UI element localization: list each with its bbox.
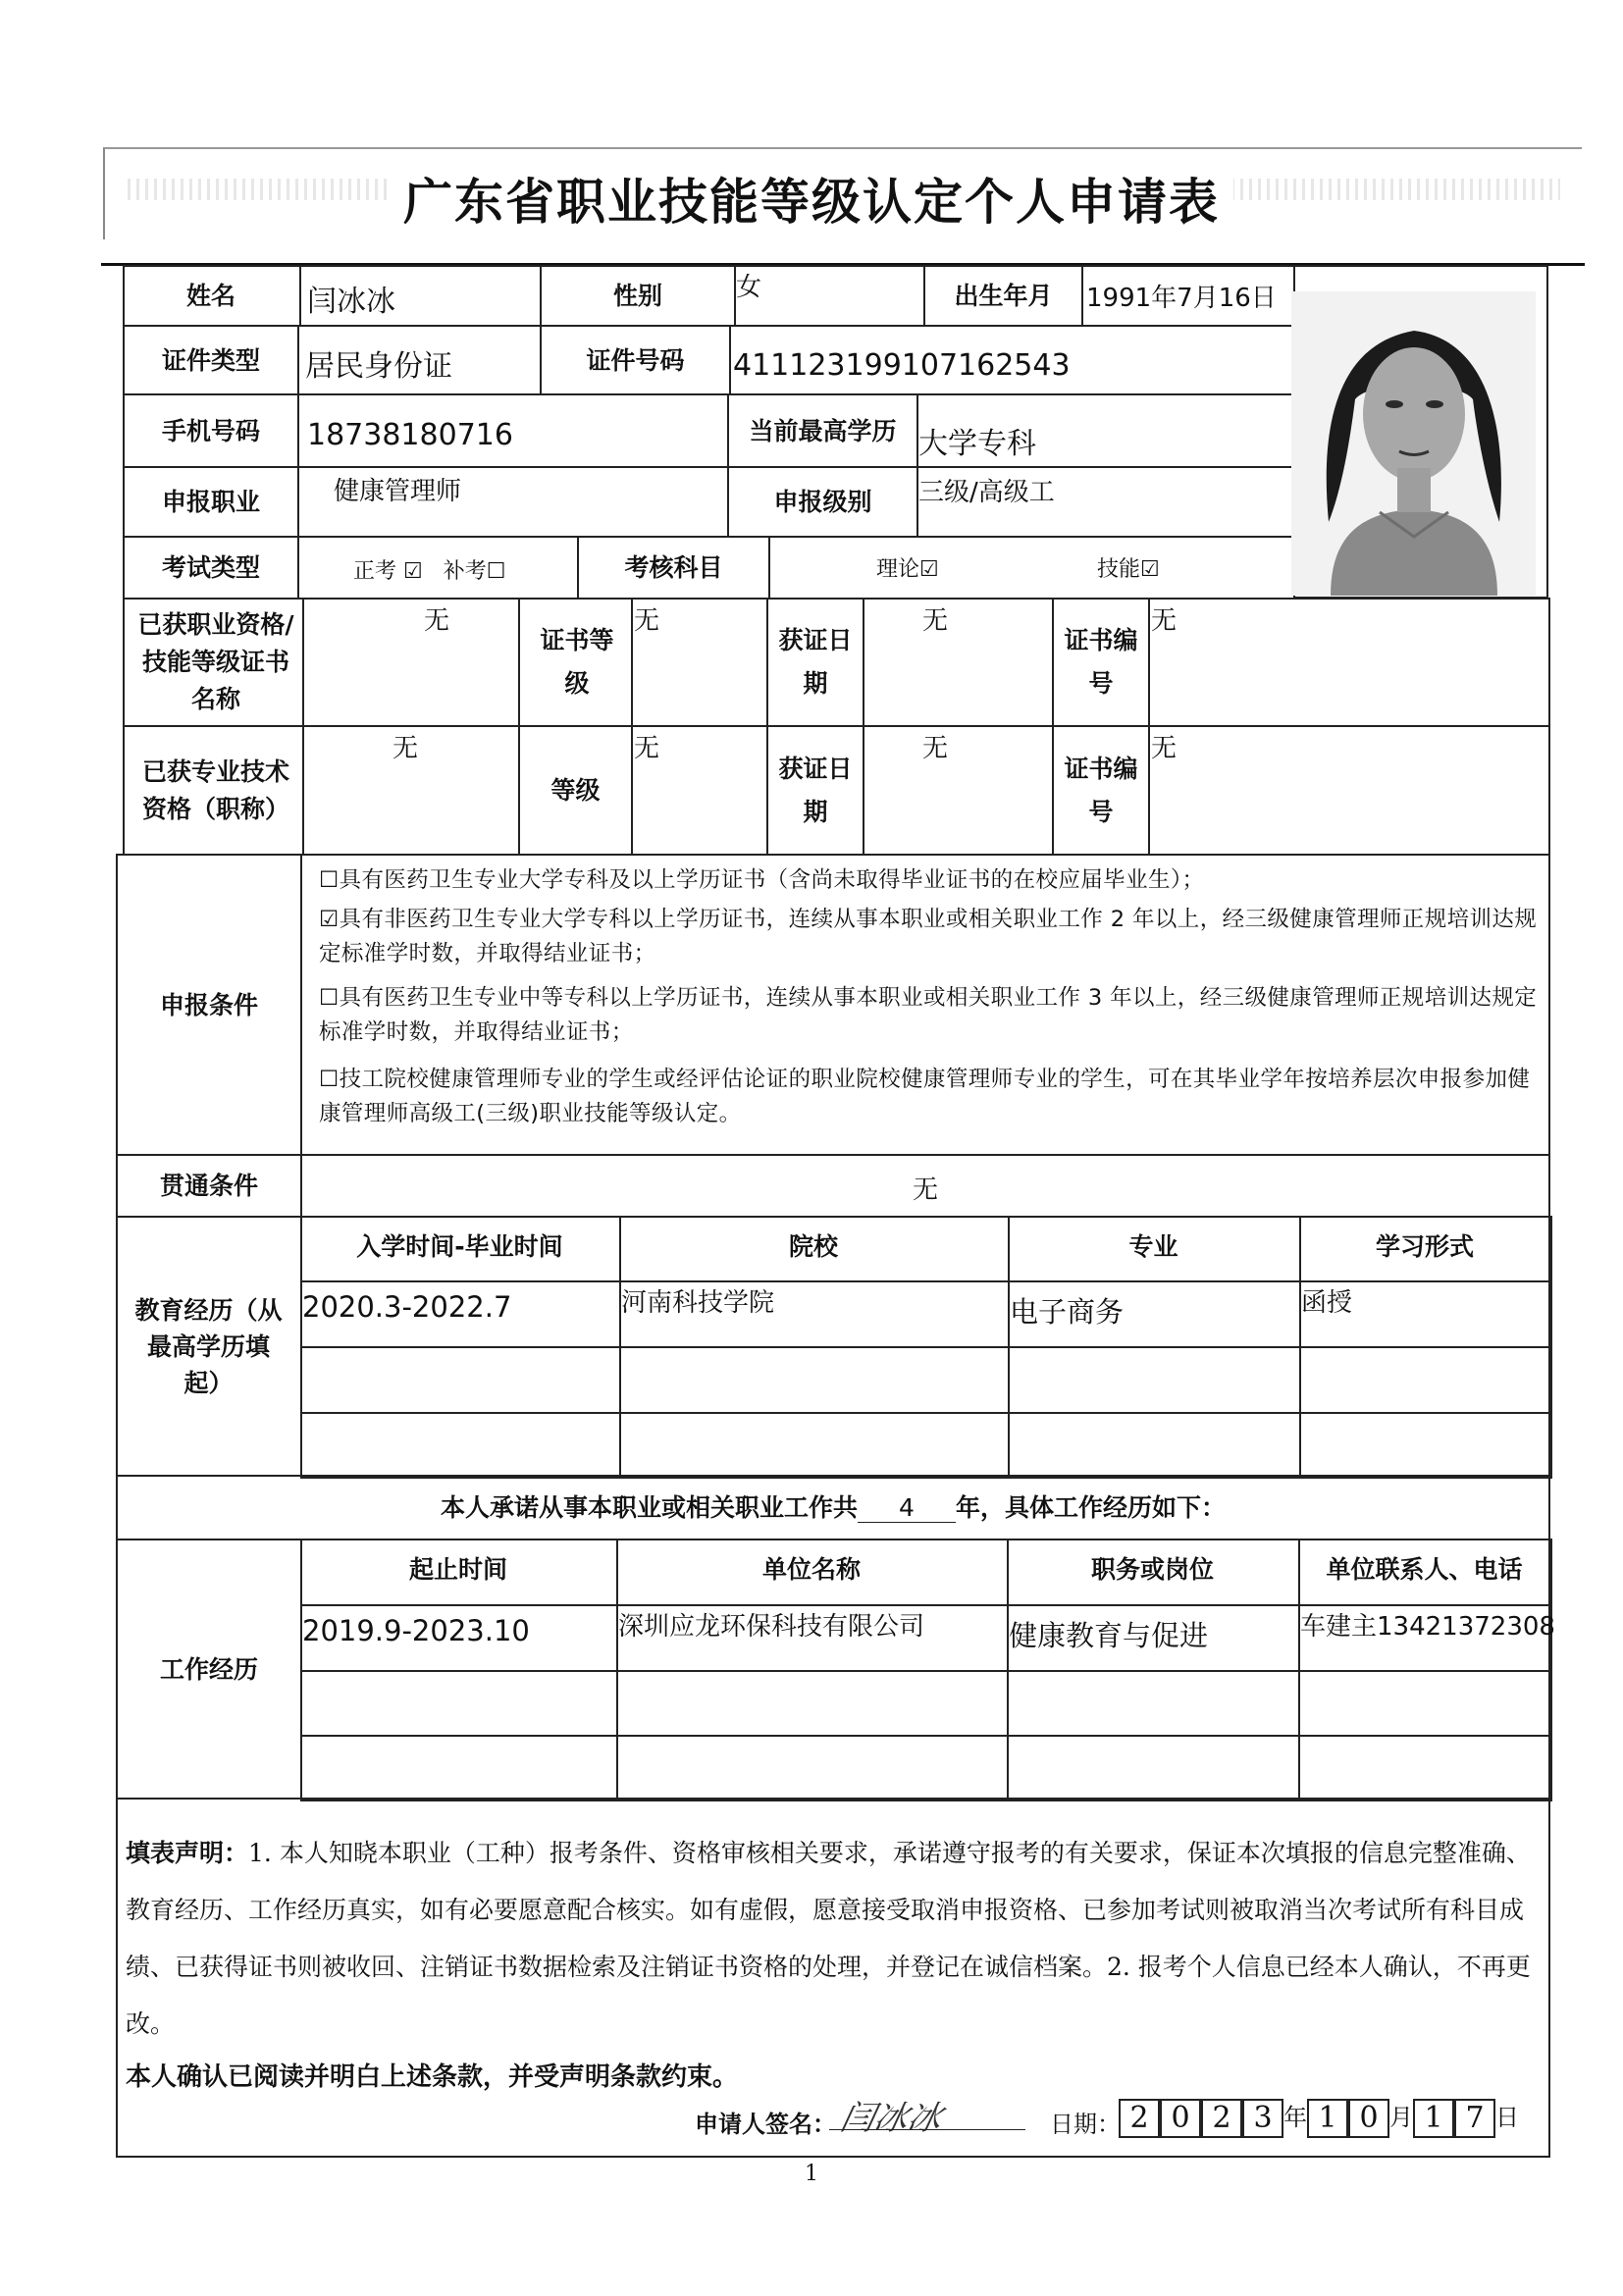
work-pledge-prefix: 本人承诺从事本职业或相关职业工作共 [440,1493,858,1522]
birth-label: 出生年月 [954,282,1053,310]
exam-type-label: 考试类型 [161,553,260,582]
work-cell [616,1670,1009,1737]
education-cell [619,1346,1010,1414]
regular-exam-checkbox[interactable]: ☑ [403,559,423,584]
theory-checkbox[interactable]: ☑ [919,557,939,582]
signature-field[interactable]: 闫冰冰 [837,2099,946,2138]
gender-field[interactable]: 女 [736,273,762,302]
work-value[interactable]: 深圳应龙环保科技有限公司 [618,1612,925,1642]
declaration-text [126,1825,1548,2053]
tech-date-field[interactable]: 无 [922,734,949,763]
tech-label: 已获专业技术资格（职称） [141,757,289,823]
cert-level-field[interactable]: 无 [634,606,660,636]
date-digit-group [1119,2098,1519,2138]
qual-value-cell [302,598,520,727]
gender-label: 性别 [612,282,662,310]
id-number-field[interactable]: 411123199107162543 [733,348,1071,383]
transfer-field[interactable]: 无 [913,1175,939,1205]
condition-item-1[interactable]: ☐具有医药卫生专业大学专科及以上学历证书（含尚未取得毕业证书的在校应届毕业生）； [319,867,1205,893]
conditions-label: 申报条件 [159,990,258,1019]
declaration-confirm: 本人确认已阅读并明白上述条款，并受声明条款约束。 [126,2062,739,2092]
work-cell [1298,1735,1552,1801]
cert-no-value-cell [1148,598,1550,727]
birth-field[interactable]: 1991年7月16日 [1086,284,1277,313]
id-type-field[interactable]: 居民身份证 [305,349,452,384]
declaration-body: 1. 本人知晓本职业（工种）报考条件、资格审核相关要求，承诺遵守报考的有关要求，保证本次填报的信息完整准确、教育经历、工作经历真实，如有必要愿意配合核实。如有虚假，愿意接受取消申报资格、已参加考试则被取消当次考试所有科目成绩、已获得证书则被收回、注销证书数据检索及注销证书资格的处理，并登记在诚信档案。2. 报考个人信息已经本人确认，不再更改。 [126,1839,1531,2038]
education-cell [300,1346,621,1414]
applicant-photo [1291,291,1536,596]
education-value[interactable]: 河南科技学院 [621,1288,775,1318]
cert-date-field[interactable]: 无 [922,606,949,636]
cert-level-label: 证书等级 [540,626,614,698]
date-month-digit[interactable]: 1 [1307,2099,1348,2138]
tech-date-value-cell [863,725,1054,856]
work-column-header: 单位联系人、电话 [1326,1555,1523,1584]
work-cell [300,1670,618,1737]
work-value[interactable]: 2019.9-2023.10 [302,1614,530,1647]
education-value[interactable]: 2020.3-2022.7 [302,1290,512,1324]
work-cell [300,1735,618,1801]
education-cell [1008,1346,1301,1414]
skill-option [1097,552,1160,583]
theory-option [876,552,939,583]
tech-no-label: 证书编号 [1064,754,1138,826]
subject-value-cell [768,536,1295,600]
id-number-label: 证件号码 [586,345,685,375]
declaration-heading: 填表声明： [126,1839,249,1867]
theory-label: 理论 [876,557,920,582]
page-number: 1 [805,2162,818,2186]
education-history-label: 教育经历（从最高学历填起） [134,1295,283,1397]
id-type-label: 证件类型 [161,345,260,375]
tech-no-field[interactable]: 无 [1151,734,1178,763]
date-year-digit[interactable]: 2 [1119,2099,1160,2138]
education-value[interactable]: 电子商务 [1010,1295,1125,1329]
tech-date-label: 获证日期 [778,754,853,826]
name-label: 姓名 [185,282,236,310]
phone-label: 手机号码 [161,416,260,445]
skill-checkbox[interactable]: ☑ [1140,557,1160,582]
education-column-header: 专业 [1128,1232,1178,1261]
education-column-header: 入学时间-毕业时间 [356,1232,563,1261]
skill-label: 技能 [1097,557,1141,582]
work-cell [1007,1670,1300,1737]
date-label-text: 日期： [1050,2111,1121,2138]
work-cell [616,1735,1009,1801]
qual-name-field[interactable]: 无 [424,606,450,636]
page-title: 广东省职业技能等级认定个人申请表 [0,163,1623,234]
occupation-field[interactable]: 健康管理师 [334,477,462,506]
work-pledge [116,1488,1550,1524]
condition-item-3[interactable]: ☐具有医药卫生专业中等专科以上学历证书，连续从事本职业或相关职业工作 3 年以上，经三级健康管理师正规培训达规定标准学时数，并取得结业证书； [319,985,1538,1045]
name-field[interactable]: 闫冰冰 [307,285,395,319]
date-year-digit[interactable]: 0 [1160,2099,1201,2138]
education-cell [1299,1412,1552,1479]
education-value[interactable]: 函授 [1301,1288,1353,1318]
phone-field[interactable]: 18738180716 [307,418,513,452]
work-value[interactable]: 车建主13421372308 [1300,1612,1555,1642]
work-cell [1298,1670,1552,1737]
date-day-digit[interactable]: 7 [1454,2099,1495,2138]
education-label: 当前最高学历 [749,416,897,445]
date-year-digit[interactable]: 2 [1201,2099,1242,2138]
occupation-label: 申报职业 [161,488,260,516]
date-year-digit[interactable]: 3 [1242,2099,1283,2138]
portrait-image [1291,291,1536,596]
cert-no-field[interactable]: 无 [1151,606,1178,636]
work-years-field[interactable]: 4 [858,1493,956,1523]
education-column-header: 学习形式 [1375,1232,1474,1261]
gender-value-cell [734,265,925,327]
year-char: 年 [1283,2104,1307,2131]
work-history-label: 工作经历 [159,1654,258,1684]
tech-no-value-cell [1148,725,1550,856]
education-cell [1299,1346,1552,1414]
education-cell [1008,1412,1301,1479]
cert-no-label: 证书编号 [1064,626,1138,698]
work-column-header: 职务或岗位 [1090,1555,1214,1584]
education-cell [300,1412,621,1479]
level-field[interactable]: 三级/高级工 [918,478,1055,507]
tech-name-field[interactable]: 无 [393,734,419,763]
work-column-header: 起止时间 [408,1555,507,1584]
work-value[interactable]: 健康教育与促进 [1009,1619,1209,1652]
makeup-exam-checkbox[interactable]: ☐ [486,559,506,584]
tech-level-label: 等级 [550,776,601,805]
month-char: 月 [1389,2104,1413,2131]
exam-type-options [353,554,506,585]
education-field[interactable]: 大学专科 [918,427,1036,461]
signature-line [829,2129,1025,2130]
date-day-digit[interactable]: 1 [1413,2099,1454,2138]
condition-item-2[interactable]: ☑具有非医药卫生专业大学专科以上学历证书，连续从事本职业或相关职业工作 2 年以上，经三级健康管理师正规培训达规定标准学时数，并取得结业证书； [319,907,1538,966]
condition-item-4[interactable]: ☐技工院校健康管理师专业的学生或经评估论证的职业院校健康管理师专业的学生，可在其毕业学年按培养层次申报参加健康管理师高级工(三级)职业技能等级认定。 [319,1067,1531,1126]
tech-level-field[interactable]: 无 [634,734,660,763]
work-column-header: 单位名称 [761,1555,861,1584]
level-label: 申报级别 [773,488,872,516]
qual-label: 已获职业资格/技能等级证书名称 [137,610,294,713]
education-cell [619,1412,1010,1479]
date-label: 获证日期 [778,626,853,698]
subject-label: 考核科目 [624,553,723,582]
date-month-digit[interactable]: 0 [1348,2099,1389,2138]
transfer-label: 贯通条件 [159,1172,258,1200]
date-value-cell [863,598,1054,727]
regular-exam-label: 正考 [353,559,397,584]
day-char: 日 [1495,2104,1519,2131]
work-cell [1007,1735,1300,1801]
sign-label: 申请人签名： [695,2111,836,2138]
work-pledge-suffix: 年，具体工作经历如下： [956,1493,1227,1522]
makeup-exam-label: 补考 [443,559,487,584]
education-column-header: 院校 [788,1232,838,1261]
